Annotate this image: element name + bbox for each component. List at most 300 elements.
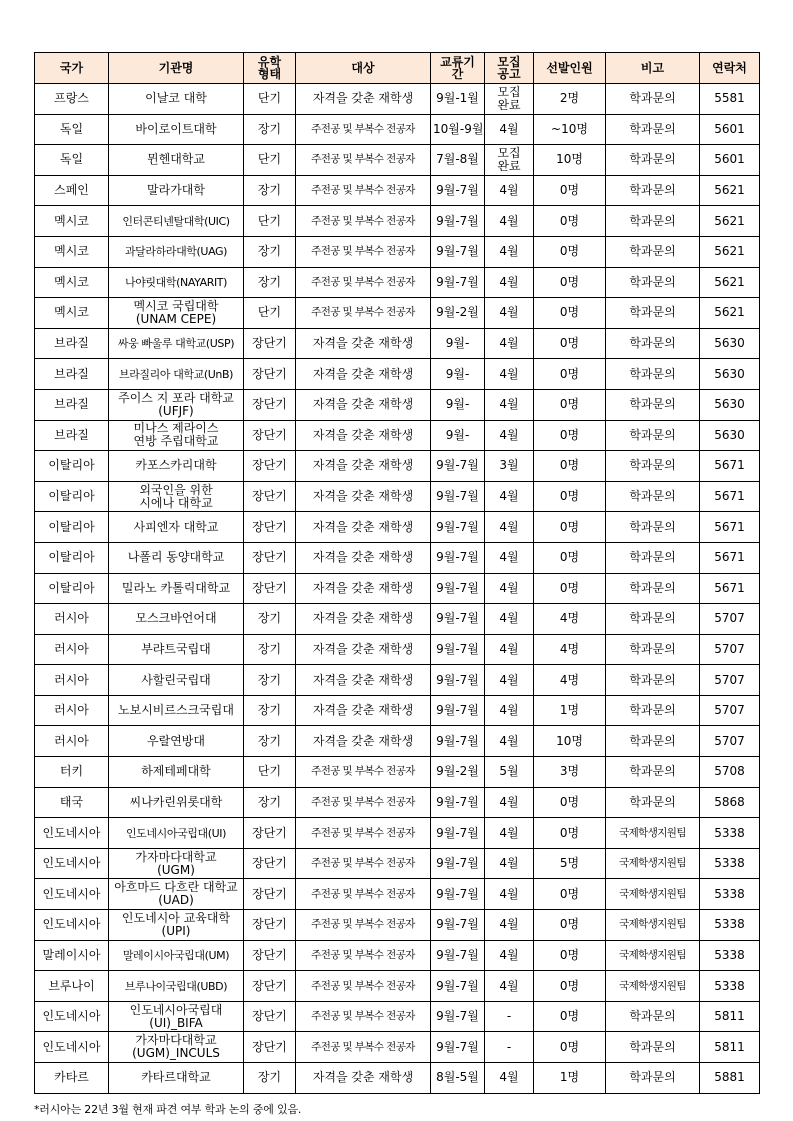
cell-country: 인도네시아 [35,910,109,941]
cell-country: 브라질 [35,328,109,359]
cell-exchange-period: 8월-5월 [431,1063,485,1094]
cell-contact: 5671 [700,573,760,604]
cell-selection-count: 0명 [534,787,606,818]
cell-institution: 가자마다대학교 (UGM) [109,848,244,879]
table-row [35,665,760,696]
cell-contact: 5630 [700,420,760,451]
cell-eligibility: 주전공 및 부복수 전공자 [296,206,431,237]
cell-contact: 5671 [700,512,760,543]
cell-institution: 멕시코 국립대학 (UNAM CEPE) [109,298,244,329]
header-institution: 기관명 [109,53,244,84]
cell-institution: 브루나이국립대(UBD) [109,971,244,1002]
cell-study-type: 장단기 [244,328,296,359]
cell-eligibility: 자격을 갖춘 재학생 [296,481,431,512]
cell-institution: 브라질리아 대학교(UnB) [109,359,244,390]
cell-selection-count: 1명 [534,1063,606,1094]
cell-selection-count: 5명 [534,848,606,879]
cell-contact: 5601 [700,114,760,145]
cell-exchange-period: 7월-8월 [431,145,485,176]
header-row [35,53,760,84]
cell-country: 러시아 [35,695,109,726]
cell-contact: 5707 [700,604,760,635]
cell-exchange-period: 9월-7월 [431,542,485,573]
cell-country: 태국 [35,787,109,818]
cell-selection-count: 0명 [534,206,606,237]
cell-remarks: 국제학생지원팀 [606,971,700,1002]
table-row [35,1032,760,1063]
cell-recruitment-notice: 4월 [485,971,534,1002]
cell-study-type: 장단기 [244,573,296,604]
cell-eligibility: 주전공 및 부복수 전공자 [296,114,431,145]
cell-remarks: 학과문의 [606,542,700,573]
cell-remarks: 학과문의 [606,145,700,176]
cell-institution: 사할린국립대 [109,665,244,696]
cell-study-type: 장기 [244,634,296,665]
cell-country: 브라질 [35,420,109,451]
cell-eligibility: 자격을 갖춘 재학생 [296,328,431,359]
cell-study-type: 단기 [244,298,296,329]
cell-selection-count: 0명 [534,451,606,482]
cell-remarks: 학과문의 [606,451,700,482]
cell-selection-count: 0명 [534,818,606,849]
table-row [35,542,760,573]
cell-institution: 카타르대학교 [109,1063,244,1094]
cell-remarks: 학과문의 [606,84,700,115]
cell-eligibility: 자격을 갖춘 재학생 [296,665,431,696]
cell-exchange-period: 9월-7월 [431,971,485,1002]
cell-selection-count: 0명 [534,236,606,267]
cell-contact: 5338 [700,848,760,879]
cell-study-type: 장단기 [244,481,296,512]
cell-eligibility: 주전공 및 부복수 전공자 [296,175,431,206]
cell-country: 말레이시아 [35,940,109,971]
cell-exchange-period: 9월- [431,420,485,451]
cell-eligibility: 자격을 갖춘 재학생 [296,1063,431,1094]
cell-eligibility: 자격을 갖춘 재학생 [296,542,431,573]
cell-eligibility: 자격을 갖춘 재학생 [296,573,431,604]
cell-remarks: 학과문의 [606,1032,700,1063]
cell-country: 독일 [35,145,109,176]
cell-study-type: 장단기 [244,1032,296,1063]
cell-country: 브루나이 [35,971,109,1002]
exchange-program-table-container [34,52,759,1094]
cell-selection-count: 0명 [534,175,606,206]
cell-contact: 5630 [700,389,760,420]
cell-recruitment-notice: 4월 [485,1063,534,1094]
cell-country: 멕시코 [35,298,109,329]
cell-remarks: 학과문의 [606,236,700,267]
cell-recruitment-notice: 4월 [485,481,534,512]
cell-contact: 5621 [700,267,760,298]
cell-country: 인도네시아 [35,1032,109,1063]
cell-recruitment-notice: 모집 완료 [485,84,534,115]
cell-selection-count: 0명 [534,298,606,329]
cell-exchange-period: 9월-7월 [431,818,485,849]
table-row [35,206,760,237]
table-row [35,298,760,329]
cell-country: 카타르 [35,1063,109,1094]
cell-contact: 5621 [700,298,760,329]
cell-institution: 하제테페대학 [109,757,244,788]
cell-remarks: 학과문의 [606,206,700,237]
table-row [35,84,760,115]
cell-country: 러시아 [35,726,109,757]
cell-exchange-period: 9월-7월 [431,940,485,971]
cell-contact: 5881 [700,1063,760,1094]
cell-institution: 말라가대학 [109,175,244,206]
cell-remarks: 국제학생지원팀 [606,940,700,971]
cell-exchange-period: 9월- [431,389,485,420]
cell-study-type: 장기 [244,726,296,757]
cell-recruitment-notice: 4월 [485,634,534,665]
header-remarks: 비고 [606,53,700,84]
cell-study-type: 장기 [244,114,296,145]
cell-institution: 노보시비르스크국립대 [109,695,244,726]
cell-selection-count: 3명 [534,757,606,788]
table-row [35,481,760,512]
cell-contact: 5707 [700,726,760,757]
cell-remarks: 학과문의 [606,665,700,696]
table-row [35,757,760,788]
cell-exchange-period: 9월-7월 [431,910,485,941]
cell-recruitment-notice: 4월 [485,298,534,329]
cell-institution: 이날코 대학 [109,84,244,115]
table-row [35,420,760,451]
cell-selection-count: 0명 [534,512,606,543]
cell-study-type: 장단기 [244,818,296,849]
cell-selection-count: 0명 [534,328,606,359]
cell-study-type: 장단기 [244,848,296,879]
cell-study-type: 장단기 [244,359,296,390]
cell-remarks: 학과문의 [606,481,700,512]
cell-country: 프랑스 [35,84,109,115]
cell-eligibility: 자격을 갖춘 재학생 [296,359,431,390]
cell-institution: 부랴트국립대 [109,634,244,665]
table-row [35,1001,760,1032]
cell-recruitment-notice: 4월 [485,328,534,359]
cell-exchange-period: 9월-7월 [431,512,485,543]
table-header [35,53,760,84]
table-row [35,940,760,971]
cell-contact: 5601 [700,145,760,176]
table-row [35,848,760,879]
cell-country: 터키 [35,757,109,788]
cell-contact: 5338 [700,910,760,941]
cell-exchange-period: 9월-7월 [431,604,485,635]
cell-remarks: 국제학생지원팀 [606,910,700,941]
cell-institution: 인도네시아국립대 (UI)_BIFA [109,1001,244,1032]
cell-exchange-period: 9월-7월 [431,481,485,512]
table-row [35,971,760,1002]
cell-institution: 외국인을 위한 시에나 대학교 [109,481,244,512]
table-row [35,910,760,941]
cell-selection-count: 0명 [534,542,606,573]
cell-selection-count: ~10명 [534,114,606,145]
cell-selection-count: 0명 [534,879,606,910]
cell-contact: 5671 [700,481,760,512]
cell-eligibility: 자격을 갖춘 재학생 [296,604,431,635]
cell-exchange-period: 9월-7월 [431,1001,485,1032]
header-recruitment-notice: 모집 공고 [485,53,534,84]
cell-institution: 주이스 지 포라 대학교 (UFJF) [109,389,244,420]
cell-eligibility: 주전공 및 부복수 전공자 [296,1032,431,1063]
cell-remarks: 학과문의 [606,634,700,665]
cell-study-type: 단기 [244,206,296,237]
cell-eligibility: 주전공 및 부복수 전공자 [296,910,431,941]
cell-study-type: 장단기 [244,879,296,910]
cell-recruitment-notice: 4월 [485,114,534,145]
cell-eligibility: 주전공 및 부복수 전공자 [296,298,431,329]
cell-remarks: 학과문의 [606,604,700,635]
cell-contact: 5868 [700,787,760,818]
cell-exchange-period: 9월-7월 [431,206,485,237]
cell-country: 이탈리아 [35,451,109,482]
cell-country: 이탈리아 [35,512,109,543]
cell-eligibility: 주전공 및 부복수 전공자 [296,818,431,849]
cell-institution: 아흐마드 다흐란 대학교 (UAD) [109,879,244,910]
cell-remarks: 학과문의 [606,512,700,543]
cell-study-type: 장기 [244,604,296,635]
cell-contact: 5338 [700,818,760,849]
cell-institution: 과달라하라대학(UAG) [109,236,244,267]
cell-selection-count: 0명 [534,1032,606,1063]
cell-exchange-period: 9월-7월 [431,1032,485,1063]
table-row [35,879,760,910]
cell-exchange-period: 9월-1월 [431,84,485,115]
cell-recruitment-notice: 4월 [485,910,534,941]
cell-selection-count: 0명 [534,971,606,1002]
cell-contact: 5630 [700,359,760,390]
cell-remarks: 학과문의 [606,175,700,206]
cell-institution: 카포스카리대학 [109,451,244,482]
cell-contact: 5581 [700,84,760,115]
cell-eligibility: 자격을 갖춘 재학생 [296,726,431,757]
cell-study-type: 장기 [244,787,296,818]
cell-eligibility: 주전공 및 부복수 전공자 [296,848,431,879]
cell-recruitment-notice: 4월 [485,206,534,237]
cell-institution: 나폴리 동양대학교 [109,542,244,573]
cell-eligibility: 자격을 갖춘 재학생 [296,420,431,451]
cell-selection-count: 0명 [534,481,606,512]
cell-remarks: 국제학생지원팀 [606,879,700,910]
table-row [35,267,760,298]
cell-selection-count: 4명 [534,604,606,635]
cell-selection-count: 0명 [534,1001,606,1032]
cell-eligibility: 자격을 갖춘 재학생 [296,389,431,420]
cell-remarks: 학과문의 [606,389,700,420]
cell-country: 브라질 [35,359,109,390]
cell-exchange-period: 9월-7월 [431,879,485,910]
cell-study-type: 장단기 [244,910,296,941]
header-country: 국가 [35,53,109,84]
cell-selection-count: 0명 [534,940,606,971]
cell-eligibility: 주전공 및 부복수 전공자 [296,1001,431,1032]
cell-institution: 사피엔자 대학교 [109,512,244,543]
footnote: *러시아는 22년 3월 현재 파견 여부 학과 논의 중에 있음. [34,1103,302,1116]
cell-remarks: 학과문의 [606,1001,700,1032]
cell-selection-count: 0명 [534,910,606,941]
cell-eligibility: 자격을 갖춘 재학생 [296,512,431,543]
cell-institution: 뮌헨대학교 [109,145,244,176]
cell-exchange-period: 9월-7월 [431,267,485,298]
cell-recruitment-notice: 4월 [485,818,534,849]
table-row [35,451,760,482]
cell-recruitment-notice: 4월 [485,175,534,206]
cell-country: 인도네시아 [35,818,109,849]
cell-institution: 씨나카린위롯대학 [109,787,244,818]
cell-recruitment-notice: 4월 [485,695,534,726]
cell-study-type: 단기 [244,757,296,788]
cell-exchange-period: 9월-7월 [431,175,485,206]
cell-country: 멕시코 [35,236,109,267]
cell-study-type: 단기 [244,145,296,176]
table-row [35,695,760,726]
cell-selection-count: 0명 [534,359,606,390]
cell-contact: 5621 [700,236,760,267]
cell-institution: 인도네시아국립대(UI) [109,818,244,849]
cell-study-type: 장기 [244,236,296,267]
cell-country: 이탈리아 [35,542,109,573]
cell-contact: 5811 [700,1001,760,1032]
cell-contact: 5671 [700,451,760,482]
cell-recruitment-notice: 4월 [485,573,534,604]
cell-exchange-period: 9월-7월 [431,236,485,267]
cell-study-type: 장단기 [244,1001,296,1032]
table-row [35,236,760,267]
cell-institution: 가자마다대학교 (UGM)_INCULS [109,1032,244,1063]
table-row [35,634,760,665]
cell-institution: 밀라노 카톨릭대학교 [109,573,244,604]
cell-study-type: 장기 [244,267,296,298]
cell-eligibility: 자격을 갖춘 재학생 [296,634,431,665]
cell-institution: 나야릿대학(NAYARIT) [109,267,244,298]
cell-contact: 5707 [700,695,760,726]
cell-recruitment-notice: 4월 [485,604,534,635]
cell-institution: 말레이시아국립대(UM) [109,940,244,971]
cell-eligibility: 자격을 갖춘 재학생 [296,695,431,726]
cell-contact: 5811 [700,1032,760,1063]
table-row [35,726,760,757]
cell-country: 이탈리아 [35,573,109,604]
cell-selection-count: 0명 [534,573,606,604]
cell-remarks: 학과문의 [606,267,700,298]
table-row [35,175,760,206]
header-selection-count: 선발인원 [534,53,606,84]
cell-contact: 5338 [700,940,760,971]
cell-selection-count: 2명 [534,84,606,115]
cell-study-type: 장단기 [244,542,296,573]
cell-remarks: 학과문의 [606,328,700,359]
cell-country: 인도네시아 [35,848,109,879]
cell-eligibility: 주전공 및 부복수 전공자 [296,236,431,267]
cell-study-type: 장기 [244,1063,296,1094]
cell-eligibility: 주전공 및 부복수 전공자 [296,787,431,818]
cell-recruitment-notice: - [485,1032,534,1063]
cell-remarks: 학과문의 [606,787,700,818]
cell-recruitment-notice: 4월 [485,420,534,451]
cell-country: 스페인 [35,175,109,206]
cell-eligibility: 자격을 갖춘 재학생 [296,451,431,482]
cell-country: 인도네시아 [35,879,109,910]
header-exchange-period: 교류기 간 [431,53,485,84]
cell-country: 러시아 [35,604,109,635]
cell-remarks: 학과문의 [606,757,700,788]
cell-recruitment-notice: 4월 [485,236,534,267]
table-row [35,604,760,635]
cell-recruitment-notice: 모집 완료 [485,145,534,176]
cell-eligibility: 주전공 및 부복수 전공자 [296,940,431,971]
cell-contact: 5338 [700,879,760,910]
cell-eligibility: 주전공 및 부복수 전공자 [296,971,431,1002]
cell-contact: 5338 [700,971,760,1002]
cell-institution: 인도네시아 교육대학 (UPI) [109,910,244,941]
cell-study-type: 장기 [244,665,296,696]
table-row [35,818,760,849]
cell-recruitment-notice: 4월 [485,726,534,757]
cell-remarks: 학과문의 [606,298,700,329]
cell-exchange-period: 9월-7월 [431,787,485,818]
cell-country: 인도네시아 [35,1001,109,1032]
exchange-program-table [34,52,760,1094]
table-row [35,573,760,604]
cell-recruitment-notice: 4월 [485,542,534,573]
cell-recruitment-notice: 4월 [485,359,534,390]
cell-remarks: 국제학생지원팀 [606,848,700,879]
cell-recruitment-notice: 4월 [485,267,534,298]
table-row [35,114,760,145]
cell-contact: 5630 [700,328,760,359]
cell-contact: 5671 [700,542,760,573]
cell-study-type: 장단기 [244,451,296,482]
cell-country: 멕시코 [35,206,109,237]
header-contact: 연락처 [700,53,760,84]
cell-exchange-period: 9월-7월 [431,451,485,482]
cell-institution: 미나스 제라이스 연방 주립대학교 [109,420,244,451]
cell-recruitment-notice: 5월 [485,757,534,788]
cell-exchange-period: 9월-7월 [431,695,485,726]
cell-exchange-period: 9월-7월 [431,848,485,879]
cell-contact: 5621 [700,175,760,206]
cell-study-type: 장기 [244,695,296,726]
cell-country: 멕시코 [35,267,109,298]
cell-study-type: 장단기 [244,389,296,420]
cell-eligibility: 주전공 및 부복수 전공자 [296,757,431,788]
cell-country: 이탈리아 [35,481,109,512]
cell-contact: 5621 [700,206,760,237]
cell-recruitment-notice: 4월 [485,512,534,543]
cell-eligibility: 주전공 및 부복수 전공자 [296,267,431,298]
cell-contact: 5707 [700,665,760,696]
table-row [35,328,760,359]
cell-selection-count: 4명 [534,665,606,696]
cell-remarks: 학과문의 [606,420,700,451]
cell-eligibility: 주전공 및 부복수 전공자 [296,879,431,910]
cell-study-type: 단기 [244,84,296,115]
table-row [35,512,760,543]
cell-selection-count: 0명 [534,420,606,451]
cell-recruitment-notice: 3월 [485,451,534,482]
cell-remarks: 학과문의 [606,114,700,145]
cell-contact: 5707 [700,634,760,665]
table-row [35,145,760,176]
cell-eligibility: 주전공 및 부복수 전공자 [296,145,431,176]
table-body [35,84,760,1094]
cell-exchange-period: 9월-7월 [431,634,485,665]
cell-study-type: 장기 [244,175,296,206]
cell-institution: 인터콘티넨탈대학(UIC) [109,206,244,237]
cell-exchange-period: 9월-7월 [431,665,485,696]
cell-recruitment-notice: 4월 [485,940,534,971]
